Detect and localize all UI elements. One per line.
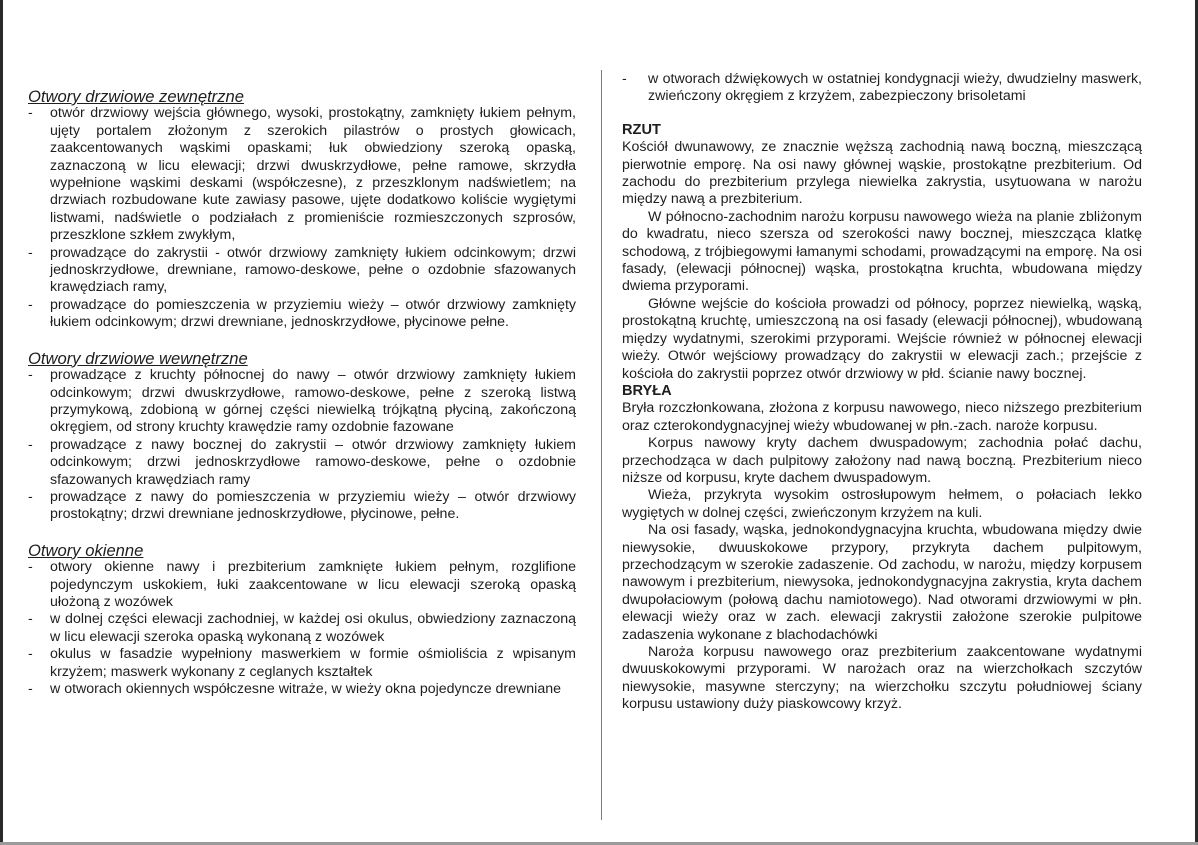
list-item: - w otworach dźwiękowych w ostatniej kondygnacji wieży, dwudzielny maswerk, zwieńczony okręgiem z krzyżem, zabezpieczony brisoletami [622, 71, 1142, 106]
paragraph: Na osi fasady, wąska, jednokondygnacyjna kruchta, wbudowana między dwie niewysokie, dwuuskokowe przypory, przykryta dachem pulpitowym, przechodzącym w szerokie zadaszenie. Od zachodu, w narożu, między korpusem nawowym i prezbiterium, niewysoka, jednokondygnacyjna zakrystia, kryta dachem dwupołaciowym (połową dachu namiotowego). Nad otworami drzwiowymi w płn. elewacji wieży oraz w zach. elewacji zakrystii założone szerokie pulpitowe zadaszenia wykonane z blachodachówki [622, 522, 1142, 643]
list-item: - otwory okienne nawy i prezbiterium zamknięte łukiem pełnym, rozglifione pojedynczym uskokiem, łuki zaakcentowane w licu elewacji szeroką opaską ułożoną z wozówek [28, 559, 576, 611]
paragraph: Wieża, przykryta wysokim ostrosłupowym hełmem, o połaciach lekko wygiętych w dolnej części, zwieńczonym krzyżem na kuli. [622, 487, 1142, 521]
paragraph: Kościół dwunawowy, ze znacznie węższą zachodnią nawą boczną, mieszczącą pierwotnie emporę. Na osi nawy głównej wąskie, prostokątne prezbiterium. Od zachodu do prezbiterium przylega niewielka zakrystia, usytuowana w narożu między nawą a prezbiterium. [622, 139, 1142, 208]
interior-doors-list [28, 367, 576, 524]
page-edge-left [0, 0, 3, 845]
paragraph: Naroża korpusu nawowego oraz prezbiterium zaakcentowane wydatnymi dwuuskokowymi przyporami. W narożach oraz na wierzchołkach szczytów niewysokie, masywne sterczyny; na wierzchołku szczytu południowej ściany korpusu ustawiony duży piaskowcowy krzyż. [622, 644, 1142, 713]
list-item: - prowadzące do zakrystii - otwór drzwiowy zamknięty łukiem odcinkowym; drzwi jednoskrzydłowe, drewniane, ramowo-deskowe, pełne o ozdobnie sfazowanych krawędziach ramy, [28, 245, 576, 297]
list-item: - w otworach okiennych współczesne witraże, w wieży okna pojedyncze drewniane [28, 681, 576, 698]
exterior-doors-list [28, 105, 576, 331]
paragraph: W północno-zachodnim narożu korpusu nawowego wieża na planie zbliżonym do kwadratu, nieco szersza od szerokości nawy bocznej, mieszcząca klatkę schodową, z trójbiegowymi łamanymi schodami, prowadzącymi na emporę. Na osi fasady, (elewacji północnej) wąska, prostokątna kruchta, wbudowana między dwiema przyporami. [622, 208, 1142, 295]
list-item: - otwór drzwiowy wejścia głównego, wysoki, prostokątny, zamknięty łukiem pełnym, ujęty portalem złożonym z szerokich pilastrów o prostych głowicach, zaakcentowanych wąskimi opaskami; łuk obwiedziony szeroką opaską, zaznaczoną w licu elewacji; drzwi dwuskrzydłowe, pełne ramowe, skrzydła wypełnione wąskimi deskami (współczesne), z przeszklonym nadświetlem; na drzwiach rozbudowane kute zawiasy pasowe, ujęte dodatkowo koliście wygiętymi listwami, nadświetle o podziałach z promieniście rozmieszczonych szprosów, przeszklone szkłem zwykłym, [28, 105, 576, 244]
list-item: - prowadzące z nawy do pomieszczenia w przyziemiu wieży – otwór drzwiowy prostokątny; drzwi drewniane jednoskrzydłowe, płycinowe, pełne. [28, 489, 576, 524]
section-heading-bryla: BRYŁA [622, 382, 672, 399]
paragraph: Bryła rozczłonkowana, złożona z korpusu nawowego, nieco niższego prezbiterium oraz czterokondygnacyjnej wieży wbudowanej w płn.-zach. naroże korpusu. [622, 400, 1142, 434]
section-heading-exterior-doors: Otwory drzwiowe zewnętrzne [28, 87, 244, 106]
list-item: - prowadzące z kruchty północnej do nawy – otwór drzwiowy zamknięty łukiem odcinkowym; drzwi dwuskrzydłowe, ramowo-deskowe, pełne z szeroką listwą przymykową, zdobioną w górnej części niewielką trójkątną płyciną, zakończoną okręgiem, od strony kruchty krawędzie ramy ozdobnie fazowane [28, 367, 576, 437]
section-heading-interior-doors: Otwory drzwiowe wewnętrzne [28, 348, 248, 368]
left-column [28, 88, 576, 698]
column-divider [601, 70, 602, 820]
list-item: - okulus w fasadzie wypełniony maswerkiem w formie ośmioliścia z wpisanym krzyżem; maswerk wykonany z ceglanych kształtek [28, 646, 576, 681]
list-item: - prowadzące z nawy bocznej do zakrystii – otwór drzwiowy zamknięty łukiem odcinkowym; drzwi jednoskrzydłowe ramowo-deskowe, pełne o ozdobnie sfazowanych krawędziach ramy [28, 437, 576, 489]
list-item: - prowadzące do pomieszczenia w przyziemiu wieży – otwór drzwiowy zamknięty łukiem odcinkowym; drzwi drewniane, jednoskrzydłowe, płycinowe pełne. [28, 297, 576, 332]
paragraph: Główne wejście do kościoła prowadzi od północy, poprzez niewielką, wąską, prostokątną kruchtę, umieszczoną na osi fasady (elewacji północnej), wbudowaną między wydatnymi, szerokimi przyporami. Wejście również w północnej elewacji wieży. Otwór wejściowy prowadzący do zakrystii w elewacji zach.; przejście z kościoła do zakrystii poprzez otwór drzwiowy w płd. ścianie nawy bocznej. [622, 295, 1142, 382]
section-heading-rzut: RZUT [622, 121, 661, 138]
list-item: - w dolnej części elewacji zachodniej, w każdej osi okulus, obwiedziony zaznaczoną w licu elewacji szeroka opaską wykonaną z wozówek [28, 611, 576, 646]
right-column [622, 71, 1142, 714]
section-heading-windows: Otwory okienne [28, 540, 144, 560]
windows-list [28, 559, 576, 698]
paragraph: Korpus nawowy kryty dachem dwuspadowym; zachodnia połać dachu, przechodząca w dach pulpitowy założony nad nawą boczną. Prezbiterium nieco niższe od korpusu, kryte dachem dwuspadowym. [622, 435, 1142, 486]
